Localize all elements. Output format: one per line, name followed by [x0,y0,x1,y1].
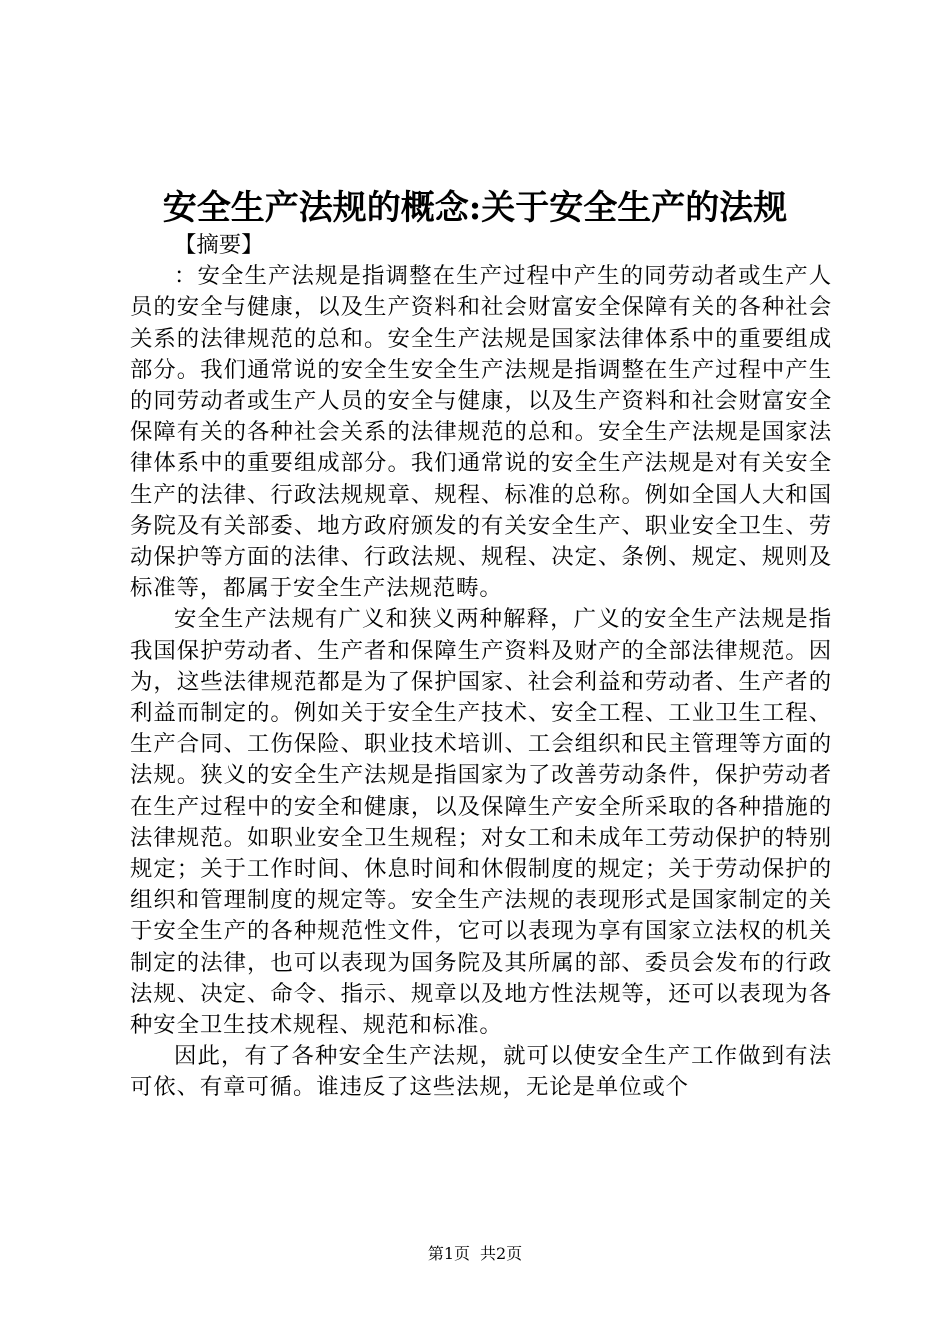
paragraph-2: 安全生产法规有广义和狭义两种解释，广义的安全生产法规是指我国保护劳动者、生产者和保障生产资料及财产的全部法律规范。因为，这些法律规范都是为了保护国家、社会利益和劳动者、生产者的利益而制定的。例如关于安全生产技术、安全工程、工业卫生工程、生产合同、工伤保险、职业技术培训、工会组织和民主管理等方面的法规。狭义的安全生产法规是指国家为了改善劳动条件，保护劳动者在生产过程中的安全和健康，以及保障生产安全所采取的各种措施的法律规范。如职业安全卫生规程；对女工和未成年工劳动保护的特别规定；关于工作时间、休息时间和休假制度的规定；关于劳动保护的组织和管理制度的规定等。安全生产法规的表现形式是国家制定的关于安全生产的各种规范性文件，它可以表现为享有国家立法权的机关制定的法律，也可以表现为国务院及其所属的部、委员会发布的行政法规、决定、命令、指示、规章以及地方性法规等，还可以表现为各种安全卫生技术规程、规范和标准。 [130,606,832,1039]
paragraph-3: 因此，有了各种安全生产法规，就可以使安全生产工作做到有法可依、有章可循。谁违反了这些法规，无论是单位或个 [130,1043,832,1101]
paragraph-1: ：安全生产法规是指调整在生产过程中产生的同劳动者或生产人员的安全与健康，以及生产资料和社会财富安全保障有关的各种社会关系的法律规范的总和。安全生产法规是国家法律体系中的重要组成部分。我们通常说的安全生安全生产法规是指调整在生产过程中产生的同劳动者或生产人员的安全与健康，以及生产资料和社会财富安全保障有关的各种社会关系的法律规范的总和。安全生产法规是国家法律体系中的重要组成部分。我们通常说的安全生产法规是对有关安全生产的法律、行政法规规章、规程、标准的总称。例如全国人大和国务院及有关部委、地方政府颁发的有关安全生产、职业安全卫生、劳动保护等方面的法律、行政法规、规程、决定、条例、规定、规则及标准等，都属于安全生产法规范畴。 [130,263,832,602]
document-body [130,230,832,1104]
page-number-total: 共2页 [480,1244,523,1263]
page-footer [0,1243,950,1265]
abstract-label: 【摘要】 [174,232,264,258]
page-number-current: 第1页 [427,1244,470,1263]
document-title: 安全生产法规的概念:关于安全生产的法规 [162,188,788,228]
